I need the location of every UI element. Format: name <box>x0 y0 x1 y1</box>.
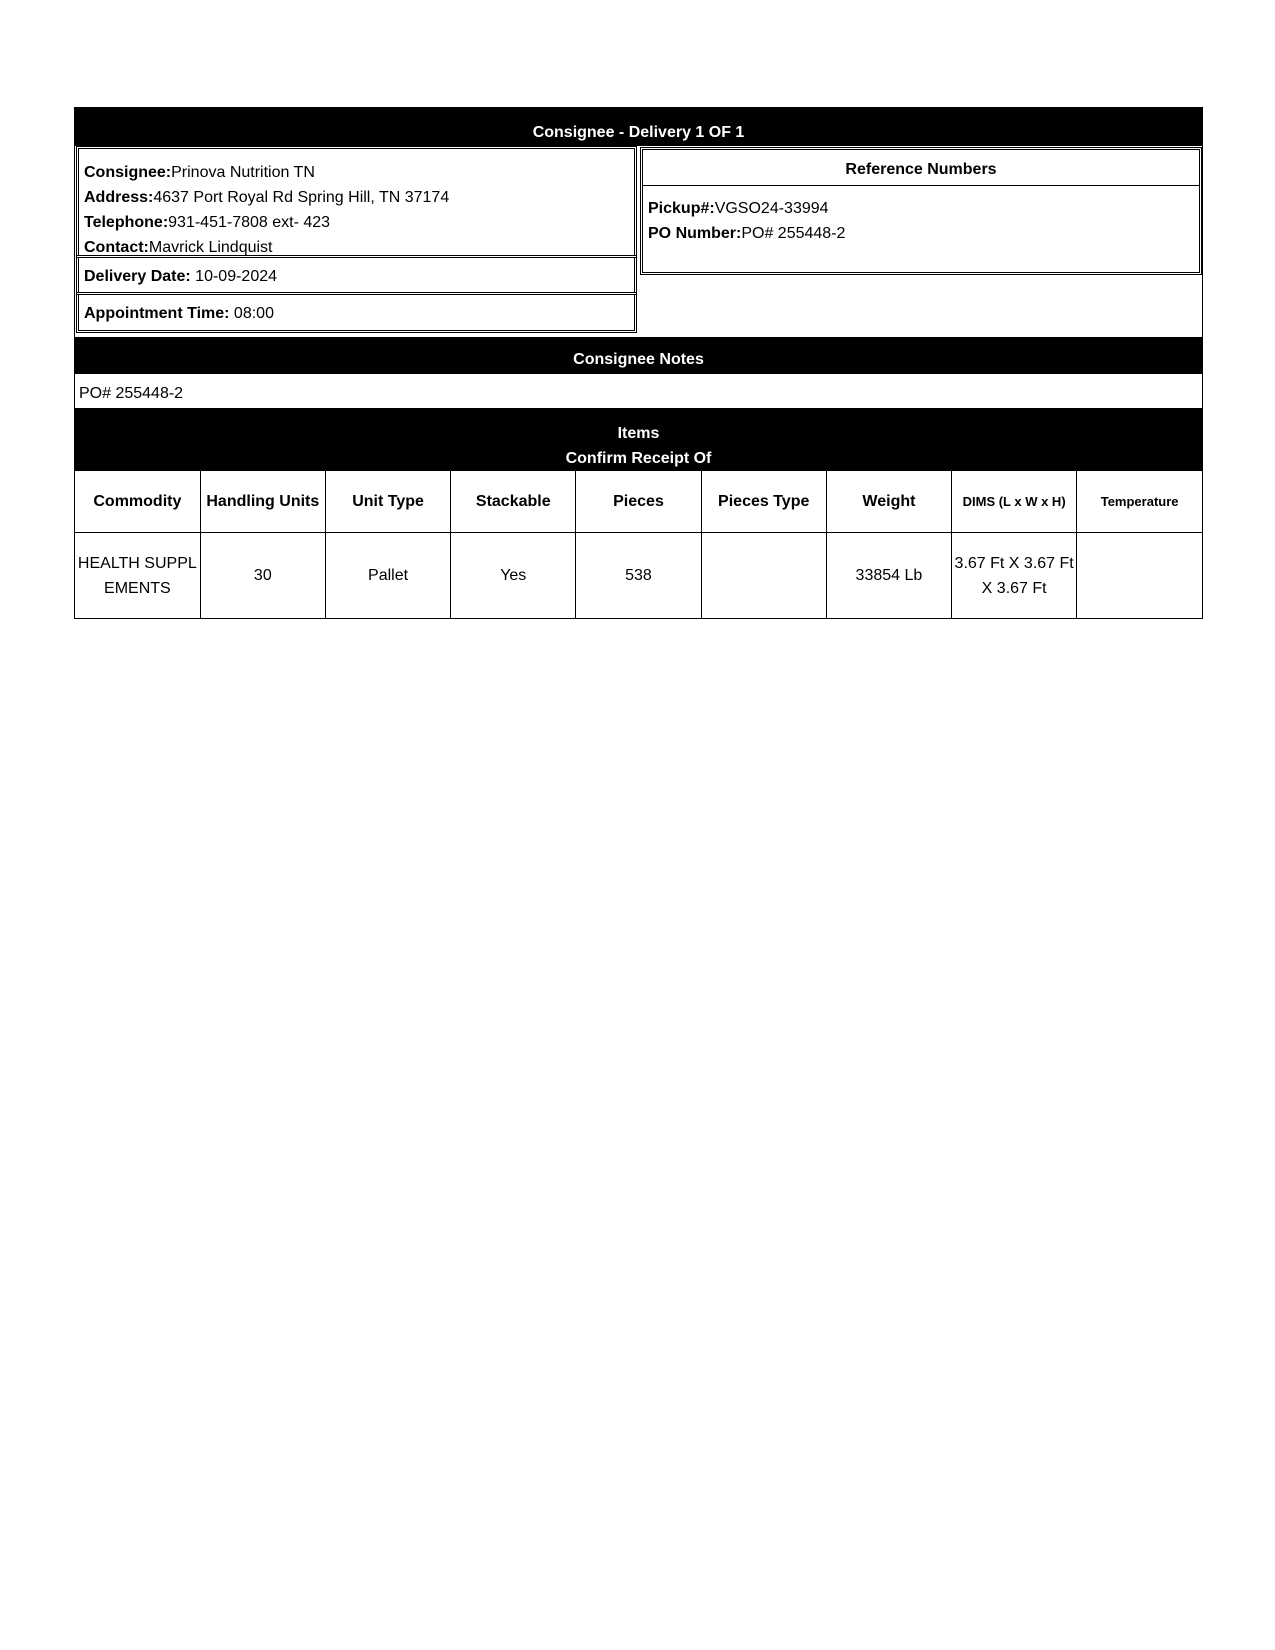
telephone-line <box>84 210 634 235</box>
items-header <box>75 409 1202 471</box>
pickup-line <box>648 196 1199 221</box>
items-header-row <box>75 471 1202 533</box>
cell-temperature <box>1077 533 1202 619</box>
consignee-notes-header <box>75 337 1202 374</box>
consignee-label: Consignee: <box>84 164 172 181</box>
col-weight: Weight <box>826 471 951 533</box>
col-commodity: Commodity <box>75 471 200 533</box>
contact-value: Mavrick Lindquist <box>148 239 273 256</box>
cell-dims: 3.67 Ft X 3.67 Ft X 3.67 Ft <box>952 533 1077 619</box>
consignee-contact-box <box>78 148 635 256</box>
col-stackable: Stackable <box>451 471 576 533</box>
cell-pieces: 538 <box>576 533 701 619</box>
table-row <box>75 533 1202 619</box>
cell-weight: 33854 Lb <box>826 533 951 619</box>
appointment-time-box <box>78 294 635 331</box>
cell-commodity: HEALTH SUPPLEMENTS <box>75 533 200 619</box>
items-table <box>75 471 1202 618</box>
delivery-date-value: 10-09-2024 <box>190 268 278 285</box>
cell-stackable: Yes <box>451 533 576 619</box>
consignee-notes-title: Consignee Notes <box>573 351 704 368</box>
col-unit-type: Unit Type <box>325 471 450 533</box>
delivery-sheet <box>74 107 1203 619</box>
consignee-notes-text: PO# 255448-2 <box>75 374 1202 409</box>
cell-pieces-type <box>701 533 826 619</box>
consignee-value: Prinova Nutrition TN <box>171 164 315 181</box>
items-subtitle: Confirm Receipt Of <box>565 450 712 467</box>
pickup-label: Pickup#: <box>648 200 715 217</box>
reference-column <box>637 146 1202 337</box>
pickup-value: VGSO24-33994 <box>714 200 829 217</box>
cell-handling-units: 30 <box>200 533 325 619</box>
reference-numbers-box <box>642 149 1200 273</box>
delivery-header <box>75 108 1202 146</box>
cell-unit-type: Pallet <box>325 533 450 619</box>
col-handling-units: Handling Units <box>200 471 325 533</box>
col-pieces-type: Pieces Type <box>701 471 826 533</box>
po-number-line <box>648 221 1199 246</box>
telephone-value: 931-451-7808 ext- 423 <box>168 214 331 231</box>
consignee-info-row <box>75 146 1202 337</box>
address-line <box>84 185 634 210</box>
consignee-line <box>84 160 634 185</box>
address-value: 4637 Port Royal Rd Spring Hill, TN 37174 <box>153 189 450 206</box>
telephone-label: Telephone: <box>84 214 169 231</box>
appointment-time-label: Appointment Time: <box>84 305 230 322</box>
po-number-label: PO Number: <box>648 225 742 242</box>
delivery-date-box <box>78 257 635 293</box>
col-temperature: Temperature <box>1077 471 1202 533</box>
items-title: Items <box>617 425 660 442</box>
delivery-date-label: Delivery Date: <box>84 268 191 285</box>
col-pieces: Pieces <box>576 471 701 533</box>
delivery-title: Consignee - Delivery 1 OF 1 <box>532 124 745 141</box>
appointment-time-value: 08:00 <box>229 305 274 322</box>
reference-numbers-body <box>643 186 1199 246</box>
contact-label: Contact: <box>84 239 149 256</box>
address-label: Address: <box>84 189 154 206</box>
col-dims: DIMS (L x W x H) <box>952 471 1077 533</box>
consignee-column <box>75 146 637 337</box>
po-number-value: PO# 255448-2 <box>741 225 846 242</box>
reference-numbers-title: Reference Numbers <box>643 150 1199 186</box>
